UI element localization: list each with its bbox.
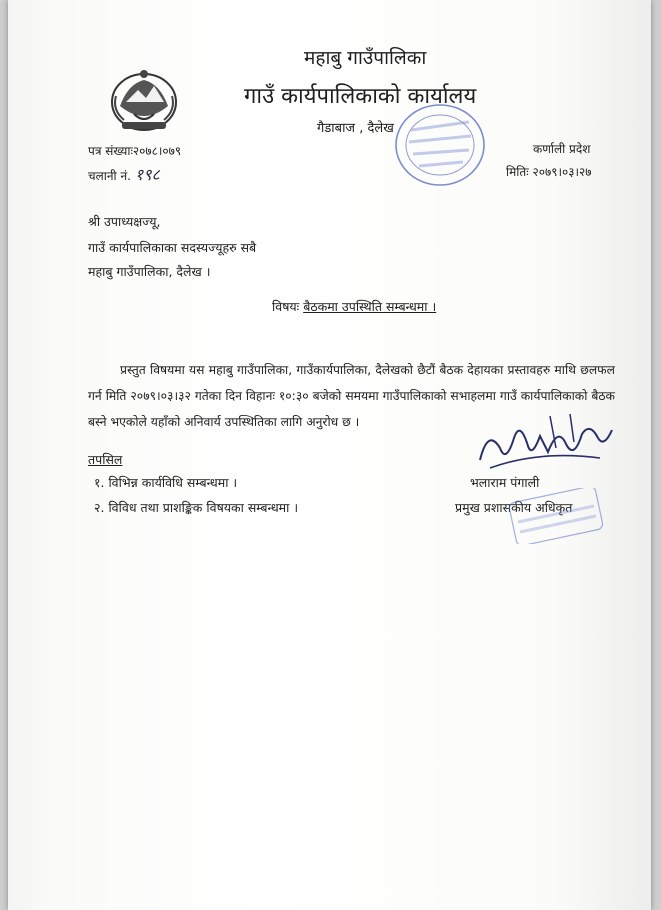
officer-seal-stamp: [508, 488, 604, 544]
office-address: गैडाबाज , दैलेख: [317, 121, 394, 136]
dispatch-number-label: चलानी नं.: [88, 169, 131, 183]
letter-number-value: २०७८।०७९: [132, 144, 182, 158]
letter-number-label: पत्र संख्याः: [88, 144, 133, 158]
annex-heading: तपसिल: [88, 452, 123, 467]
body-paragraph: प्रस्तुत विषयमा यस महाबु गाउँपालिका, गाउँकार्यपालिका, दैलेखको छैटौं बैठक देहायका प्रस्तावहरु माथि छलफल गर्न मिति २०७९।०३।३२ गतेका दिन विहानः १०:३० बजेको समयमा गाउँपालिकाको सभाहलमा गाउँ कार्यपालिकाको बैठक बस्ने भएकोले यहाँको अनिवार्य उपस्थितिका लागि अनुरोध छ ।: [88, 363, 615, 429]
province-name: कर्णाली प्रदेश: [533, 142, 591, 156]
letter-date-value: २०७९।०३।२७: [532, 165, 592, 179]
subject-text: बैठकमा उपस्थिति सम्बन्धमा ।: [303, 299, 437, 314]
annex-item: २. विविध तथा प्राशङ्किक विषयका सम्बन्धमा ।: [94, 500, 299, 515]
recipient-line-2: गाउँ कार्यपालिकाका सदस्यज्यूहरु सबै: [88, 240, 257, 255]
recipient-line-3: महाबु गाउँपालिका, दैलेख ।: [88, 264, 211, 279]
letter-number: [88, 142, 181, 159]
dispatch-number-value: १९८: [134, 165, 160, 184]
letter-date: [506, 163, 592, 180]
office-name: गाउँ कार्यपालिकाको कार्यालय: [244, 84, 477, 109]
handwritten-signature: [470, 408, 620, 478]
letter-date-label: मितिः: [506, 165, 529, 179]
recipient-line-1: श्री उपाध्यक्षज्यू,: [88, 214, 161, 229]
subject-label: विषयः: [272, 299, 300, 314]
office-seal-stamp: [391, 100, 489, 190]
signatory-title: प्रमुख प्रशासकीय अधिकृत: [455, 500, 573, 515]
dispatch-number: [88, 163, 160, 185]
municipality-name: महाबु गाउँपालिका: [304, 47, 427, 69]
letter-page: [8, 0, 651, 910]
nepal-emblem-icon: [108, 66, 180, 134]
annex-item: १. विभिन्न कार्यविधि सम्बन्धमा ।: [94, 475, 238, 490]
subject-line: [272, 298, 436, 315]
signatory-name: भलाराम पंगाली: [470, 475, 540, 490]
